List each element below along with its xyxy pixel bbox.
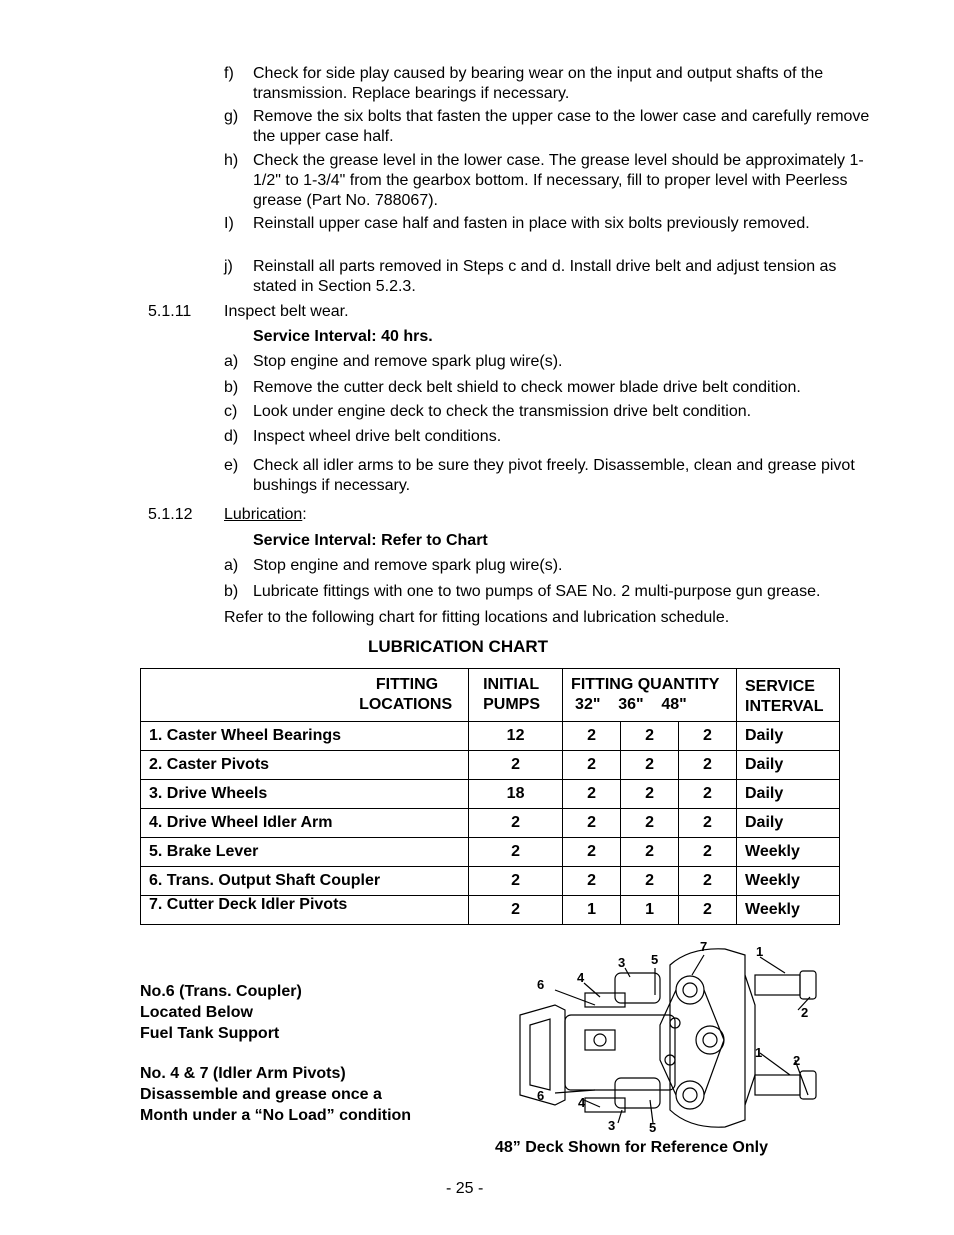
cell-qty-48: 2 [679,780,737,809]
note-line: Month under a “No Load” condition [140,1107,412,1124]
cell-location: 2. Caster Pivots [141,751,469,780]
callout-label: 2 [801,1005,809,1020]
cell-qty-48: 2 [679,896,737,925]
cell-service-interval: Daily [737,722,840,751]
cell-qty-32: 2 [563,809,621,838]
callout-label: 4 [577,970,585,985]
lubrication-heading: Lubrication [224,506,303,523]
header-fitting-quantity [563,669,737,722]
step-label: g) [224,108,239,125]
page-number: - 25 - [446,1180,484,1197]
header-text: INITIAL [483,676,540,693]
step-text: Stop engine and remove spark plug wire(s). [253,557,563,574]
cell-qty-32: 2 [563,751,621,780]
pulley-top-hub [683,983,697,997]
front-frame-inner [530,1019,550,1090]
step-label: h) [224,152,239,169]
diagram-callouts [537,939,808,1135]
table-row [141,751,840,780]
service-interval: Service Interval: 40 hrs. [253,328,433,345]
mower-deck-diagram [510,935,840,1135]
step-text: Remove the six bolts that fasten the upper case to the lower case and carefully remove the upper case half. [253,108,870,145]
table-body [141,722,840,925]
note-line: Disassemble and grease once a [140,1086,382,1103]
cell-location: 1. Caster Wheel Bearings [141,722,469,751]
cell-qty-36: 2 [621,809,679,838]
cell-qty-36: 1 [621,896,679,925]
drive-wheel-bottom [615,1078,660,1108]
step-label: b) [224,379,239,396]
step-label: a) [224,353,239,370]
note-line: No.6 (Trans. Coupler) [140,983,302,1000]
step-text: Inspect wheel drive belt conditions. [253,428,502,445]
pulley-top [676,976,704,1004]
belt-right [704,990,724,1095]
deck-outline [670,949,745,1127]
cell-qty-36: 2 [621,722,679,751]
cell-initial-pumps: 18 [469,780,563,809]
step-label: f) [224,65,234,82]
note-trans-coupler [140,981,450,1044]
cell-initial-pumps: 12 [469,722,563,751]
step-text: Check all idler arms to be sure they pivot freely. Disassemble, clean and grease pivot bushings if necessary. [253,457,855,494]
drive-wheel-top [615,973,660,1003]
cell-service-interval: Weekly [737,867,840,896]
table-header-row [141,669,840,722]
coupler-part [594,1034,606,1046]
section-number: 5.1.12 [148,506,193,523]
refer-text: Refer to the following chart for fitting locations and lubrication schedule. [224,609,730,626]
callout-label: 3 [618,955,626,970]
fuel-tank-support [585,1030,615,1050]
cell-qty-36: 2 [621,751,679,780]
cell-service-interval: Weekly [737,896,840,925]
table-row [141,867,840,896]
step-label: j) [224,258,233,275]
chart-title: LUBRICATION CHART [368,637,549,656]
cell-service-interval: Daily [737,751,840,780]
table-row [141,809,840,838]
cell-qty-36: 2 [621,867,679,896]
cell-service-interval: Daily [737,780,840,809]
step-label: a) [224,557,239,574]
table-row [141,780,840,809]
pulley-center-hub [703,1033,717,1047]
callout-label: 6 [537,977,545,992]
cell-qty-32: 2 [563,780,621,809]
cell-qty-36: 2 [621,780,679,809]
belt-left [660,990,676,1095]
figure-caption: 48” Deck Shown for Reference Only [495,1139,768,1156]
header-initial-pumps [469,669,563,722]
deck-edge [745,975,755,1105]
callout-label: 5 [651,952,659,967]
heading-colon: : [302,506,307,523]
table-row [141,722,840,751]
note-line: Located Below [140,1004,253,1021]
cell-service-interval: Weekly [737,838,840,867]
section-title [224,505,307,525]
step-text: Lubricate fittings with one to two pumps of SAE No. 2 multi-purpose gun grease. [253,583,821,600]
step-label: d) [224,428,239,445]
section-title: Inspect belt wear. [224,303,349,320]
cell-location: 6. Trans. Output Shaft Coupler [141,867,469,896]
note-idler-arm-pivots [140,1063,450,1126]
callout-label: 2 [793,1053,801,1068]
step-text: Reinstall upper case half and fasten in place with six bolts previously removed. [253,215,810,232]
lubrication-table [140,668,840,925]
callout-label: 1 [756,944,764,959]
header-text: INTERVAL [745,698,824,715]
chassis [565,1015,675,1090]
caster-wheel-top [800,971,816,999]
cell-qty-32: 2 [563,722,621,751]
table-row [141,896,840,925]
cell-qty-36: 2 [621,838,679,867]
header-text: 32" 36" 48" [575,696,687,713]
note-line: Fuel Tank Support [140,1025,280,1042]
header-text: LOCATIONS [359,696,453,713]
cell-qty-48: 2 [679,838,737,867]
pulley-bottom [676,1081,704,1109]
cell-initial-pumps: 2 [469,896,563,925]
step-text: Reinstall all parts removed in Steps c and d. Install drive belt and adjust tension as stated in Section 5.2.3. [253,258,837,295]
cell-initial-pumps: 2 [469,809,563,838]
cell-qty-32: 2 [563,867,621,896]
service-interval: Service Interval: Refer to Chart [253,532,488,549]
callout-label: 1 [755,1045,763,1060]
callout-label: 6 [537,1088,545,1103]
step-text: Remove the cutter deck belt shield to check mower blade drive belt condition. [253,379,801,396]
cell-qty-32: 2 [563,838,621,867]
header-fitting-locations [141,669,469,722]
note-line: No. 4 & 7 (Idler Arm Pivots) [140,1065,346,1082]
cell-qty-48: 2 [679,809,737,838]
cell-initial-pumps: 2 [469,751,563,780]
callout-label: 4 [578,1095,586,1110]
cell-location: 4. Drive Wheel Idler Arm [141,809,469,838]
cell-qty-32: 1 [563,896,621,925]
cell-initial-pumps: 2 [469,838,563,867]
cell-initial-pumps: 2 [469,867,563,896]
header-text: SERVICE [745,678,815,695]
lower-bracket [585,1098,625,1112]
table-row [141,838,840,867]
step-label: e) [224,457,239,474]
cell-qty-48: 2 [679,722,737,751]
step-text: Check for side play caused by bearing wear on the input and output shafts of the transmission. Replace bearings if necessary. [253,65,824,102]
pulley-bottom-hub [683,1088,697,1102]
header-text: FITTING QUANTITY [571,676,720,693]
step-label: b) [224,583,239,600]
caster-arm-bottom [755,1075,800,1095]
step-text: Look under engine deck to check the transmission drive belt condition. [253,403,752,420]
step-text: Check the grease level in the lower case. The grease level should be approximately 1-1/2" to 1-3/4" from the gearbox bottom. If necessary, fill to proper level with Peerless grease (Part No. 788067). [253,152,864,209]
cell-qty-48: 2 [679,751,737,780]
cell-service-interval: Daily [737,809,840,838]
step-label: I) [224,215,234,232]
callout-label: 5 [649,1120,657,1135]
cell-location: 3. Drive Wheels [141,780,469,809]
callout-label: 3 [608,1118,616,1133]
callout-label: 7 [700,939,708,954]
cell-qty-48: 2 [679,867,737,896]
header-service-interval [737,669,840,722]
section-number: 5.1.11 [148,303,192,320]
cell-location: 5. Brake Lever [141,838,469,867]
header-text: FITTING [375,676,439,693]
cell-location: 7. Cutter Deck Idler Pivots [141,896,469,925]
caster-arm-top [755,975,800,995]
step-label: c) [224,403,238,420]
step-text: Stop engine and remove spark plug wire(s). [253,353,563,370]
upper-bracket [585,993,625,1007]
header-text: PUMPS [483,696,541,713]
